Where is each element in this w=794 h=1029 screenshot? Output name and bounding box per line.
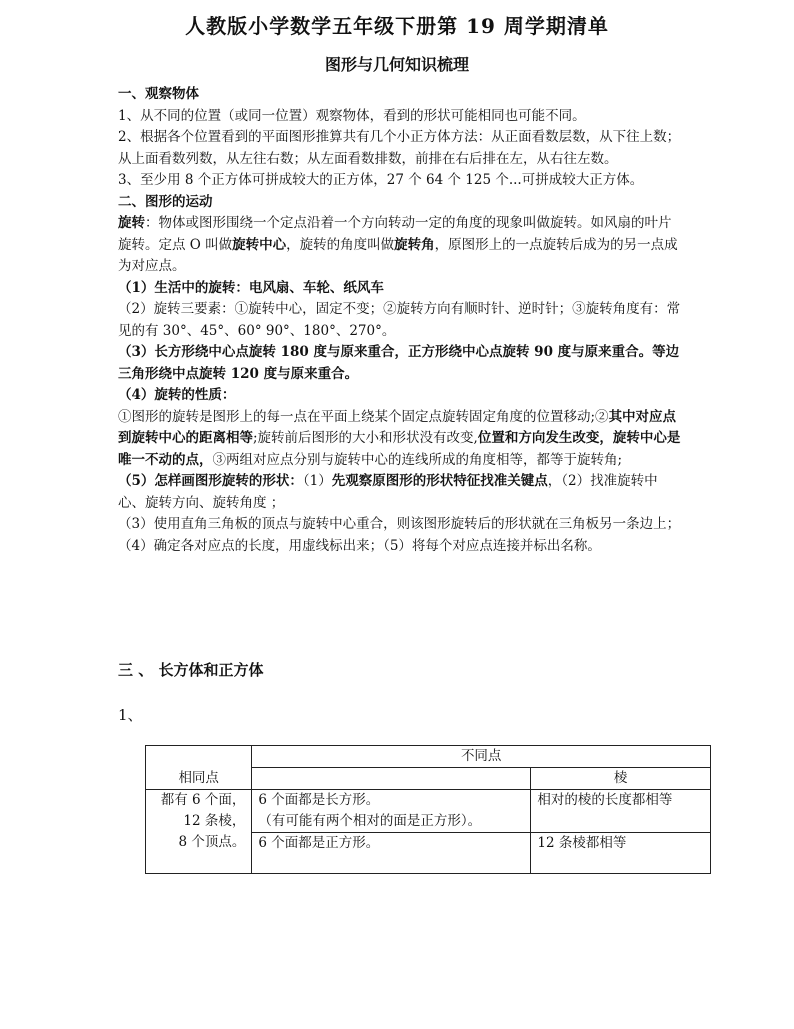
section-3-item-number: 1、 <box>118 706 143 724</box>
section-1-heading: 一、观察物体 <box>118 86 199 102</box>
section-3-heading: 三 、 长方体和正方体 <box>118 661 264 679</box>
face-header-cell <box>252 768 531 790</box>
rotation-properties: ①图形的旋转是图形上的每一点在平面上绕某个固定点旋转固定角度的位置移动;②其中对应点到旋转中心的距离相等;旋转前后图形的大小和形状没有改变,位置和方向发生改变，旋转中心是唯一不动的点，③两组对应点分别与旋转中心的连线所成的角度相等，都等于旋转角; <box>118 408 681 468</box>
section-1-paragraph-1: 1、从不同的位置（或同一位置）观察物体，看到的形状可能相同也可能不同。 <box>118 107 586 124</box>
rotation-angle-term: 旋转角 <box>394 236 435 253</box>
draw-rotation-steps-1: （5）怎样画图形旋转的形状：（1）先观察原图形的形状特征找准关键点，（2）找准旋转中心、旋转方向、旋转角度 ； <box>118 473 658 511</box>
document-body <box>118 84 684 557</box>
section-1-paragraph-2: 2、根据各个位置看到的平面图形推算共有几个小正方体方法：从正面看数层数，从下往上数；从上面看数列数，从左往右数；从左面看数排数，前排在右后排在左，从右往左数。 <box>118 129 681 167</box>
same-points-cell: 都有 6 个面， 12 条棱， 8 个顶点。 <box>146 790 252 874</box>
rotation-center-term: 旋转中心 <box>232 236 287 253</box>
cuboid-face-cell: 6 个面都是长方形。 （有可能有两个相对的面是正方形）。 <box>252 790 531 833</box>
draw-rotation-steps-3: （4）确定各对应点的长度，用虚线标出来；（5）将每个对应点连接并标出名称。 <box>118 537 601 554</box>
rotation-definition: 旋转：物体或图形围绕一个定点沿着一个方向转动一定的角度的现象叫做旋转。如风扇的叶片旋转。定点 O 叫做旋转中心，旋转的角度叫做旋转角，原图形上的一点旋转后成为的另一点成为对应点。 <box>118 215 678 274</box>
edge-header: 棱 <box>531 768 711 790</box>
rotation-three-elements: （2）旋转三要素：①旋转中心，固定不变；②旋转方向有顺时针、逆时针；③旋转角度有：常见的有 30°、45°、60° 90°、180°、270°。 <box>118 301 681 339</box>
draw-rotation-steps-2: （3）使用直角三角板的顶点与旋转中心重合，则该图形旋转后的形状就在三角板另一条边上； <box>118 516 681 532</box>
table-row <box>146 746 711 768</box>
cube-edge-cell: 12 条棱都相等 <box>531 833 711 874</box>
rotation-properties-heading: （4）旋转的性质： <box>118 387 236 403</box>
page-title: 人教版小学数学五年级下册第 19 周学期清单 <box>185 14 609 38</box>
cube-face-cell: 6 个面都是正方形。 <box>252 833 531 874</box>
differences-header: 不同点 <box>252 746 711 768</box>
section-1-paragraph-3: 3、至少用 8 个正方体可拼成较大的正方体，27 个 64 个 125 个...可拼成较大正方体。 <box>118 172 644 188</box>
rotation-term: 旋转 <box>118 215 145 231</box>
page-subtitle: 图形与几何知识梳理 <box>324 55 469 74</box>
rotation-overlap-facts: （3）长方形绕中心点旋转 180 度与原来重合，正方形绕中心点旋转 90 度与原来重合。等边三角形绕中点旋转 120 度与原来重合。 <box>118 344 680 382</box>
same-points-header: 相同点 <box>146 746 252 790</box>
cuboid-cube-table <box>145 745 711 874</box>
cuboid-edge-cell: 相对的棱的长度都相等 <box>531 790 711 833</box>
table-row <box>146 790 711 833</box>
section-2-heading: 二、图形的运动 <box>118 193 213 210</box>
rotation-life-examples: （1）生活中的旋转：电风扇、车轮、纸风车 <box>118 279 384 296</box>
